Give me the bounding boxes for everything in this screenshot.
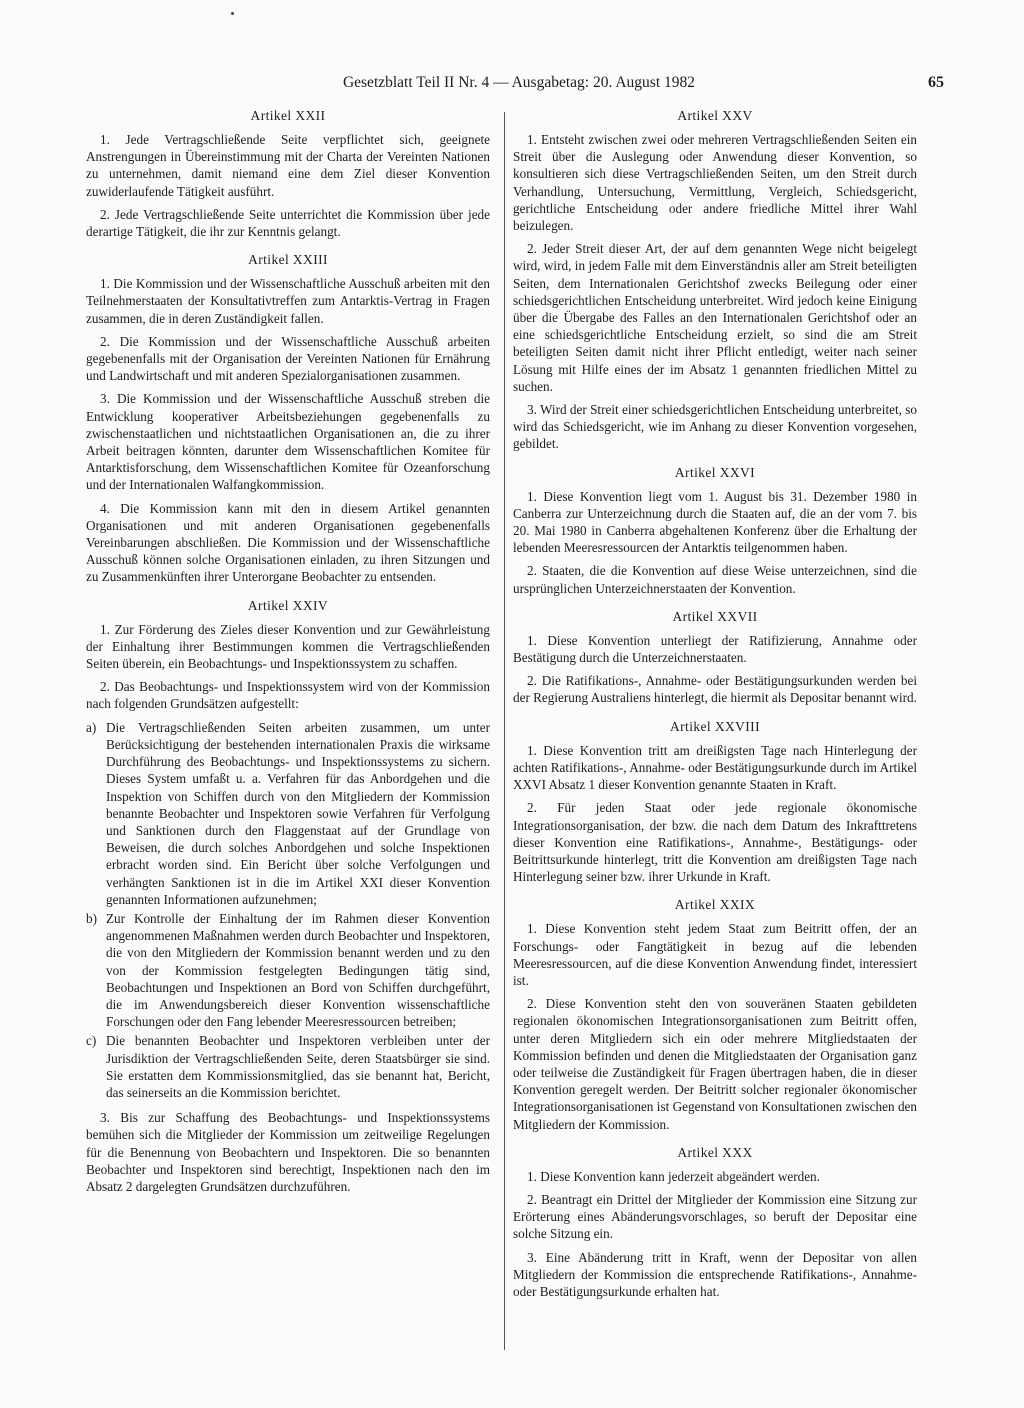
left-articles <box>86 108 490 586</box>
article-paragraph: 1. Diese Konvention unterliegt der Ratifizierung, Annahme oder Bestätigung durch die Unterzeichnerstaaten. <box>513 632 917 666</box>
article <box>86 252 490 585</box>
article-title: Artikel XXV <box>677 108 753 123</box>
article-paragraph: 1. Jede Vertragschließende Seite verpflichtet sich, geeignete Anstrengungen in Übereinstimmung mit der Charta der Vereinten Nationen zu unternehmen, damit niemand eine dem Ziel dieser Konvention zuwiderlaufende Tätigkeit ausführt. <box>86 132 490 199</box>
article-paragraph: 1. Entsteht zwischen zwei oder mehreren Vertragschließenden Seiten ein Streit über die Auslegung oder Anwendung dieser Konvention, so konsultieren sich diese Vertragschließenden Seiten, um den Streit durch Verhandlung, Untersuchung, Vermittlung, Vergleich, Schiedsgericht, gerichtliche Entscheidung oder andere friedliche Mittel ihrer Wahl beizulegen. <box>513 132 917 234</box>
sub-item-label: c) <box>86 1033 97 1049</box>
article-title: Artikel XXX <box>677 1144 753 1160</box>
article <box>513 108 917 453</box>
article <box>513 609 917 707</box>
article <box>86 108 490 240</box>
article-paragraph: 4. Die Kommission kann mit den in diesem Artikel genannten Organisationen und mit anderen Organisationen gegebenenfalls Vereinbarungen abschließen. Die Kommission und der Wissenschaftliche Ausschuß können solche Organisationen einladen, zu ihren Sitzungen und zu Zusammenkünften ihrer Unterorgane Beobachter zu entsenden. <box>86 500 490 585</box>
article-paragraph: 2. Jeder Streit dieser Art, der auf dem genannten Wege nicht beigelegt wird, wird, in jedem Falle mit dem Einverständnis aller am Streit beteiligten Seiten, dem Internationalen Gerichtshof zwecks Beilegung oder einer schiedsgerichtlichen Entscheidung unterbreitet. Wird jedoch keine Einigung über die Übergabe des Falles an den Internationalen Gerichtshof oder an eine schiedsgerichtliche Entscheidung erzielt, so sind die am Streit beteiligten Seiten damit nicht ihrer Pflicht entledigt, weiter nach seiner Lösung mit Hilfe eines der im Absatz 1 genannten friedlichen Mittel zu suchen. <box>513 241 917 394</box>
article-title: Artikel XXVI <box>674 464 756 480</box>
article <box>513 897 917 1132</box>
sub-item-b <box>86 910 490 1030</box>
sub-item-c <box>86 1032 490 1101</box>
sub-item-text: Zur Kontrolle der Einhaltung der im Rahmen dieser Konvention angenommenen Maßnahmen werden durch Beobachter und Inspektoren, die von den Mitgliedern der Kommission benannt werden und zu den von der Kommission festgelegten Bedingungen tätig sind, Beobachtungen und Inspektionen an Bord von Schiffen durchgeführt, die im Anwendungsbereich dieser Konvention wissenschaftliche Forschungen oder den Fang lebender Meeresressourcen betreiben; <box>106 910 490 1030</box>
right-articles <box>513 108 917 1300</box>
article-paragraph: 2. Diese Konvention steht den von souveränen Staaten gebildeten regionalen ökonomischen Integrationsorganisationen zum Beitritt offen, unter deren Mitgliedern sich ein oder mehrere Mitgliedstaaten der Kommission befinden und denen die Mitgliedstaaten der Organisation ganz oder teilweise die Zuständigkeit für Fragen übertragen haben, die in dieser Konvention geregelt werden. Der Beitritt solcher regionaler ökonomischer Integrationsorganisationen ist Gegenstand von Konsultationen zwischen den Mitgliedern der Kommission. <box>513 996 917 1132</box>
column-divider <box>504 112 505 1350</box>
right-column <box>513 108 917 1312</box>
article-paragraph: 1. Diese Konvention steht jedem Staat zum Beitritt offen, der an Forschungs- oder Fangtätigkeit in bezug auf die lebenden Meeresressourcen, auf die diese Konvention Anwendung findet, interessiert ist. <box>513 921 917 988</box>
article-paragraph: 2. Für jeden Staat oder jede regionale ökonomische Integrationsorganisation, der bzw. die nach dem Datum des Inkrafttretens dieser Konvention eine Ratifikations-, Annahme-, Bestätigungs- oder Beitrittsurkunde hinterlegt, tritt die Konvention am dreißigsten Tage nach Hinterlegung seiner bzw. ihrer Urkunde in Kraft. <box>513 800 917 885</box>
page-header: Gesetzblatt Teil II Nr. 4 — Ausgabetag: 20. August 1982 <box>342 74 696 91</box>
article-title: Artikel XXIII <box>248 252 328 268</box>
article-paragraph: 2. Die Kommission und der Wissenschaftliche Ausschuß arbeiten gegebenenfalls mit der Organisation der Vereinten Nationen für Ernährung und Landwirtschaft und mit anderen Spezialorganisationen zusammen. <box>86 333 490 384</box>
left-column <box>86 108 490 1207</box>
sub-item-text: Die Vertragschließenden Seiten arbeiten zusammen, um unter Berücksichtigung der bestehenden internationalen Praxis die wirksame Durchführung des Beobachtungs- und Inspektionssystems zu sichern. Dieses System umfaßt u. a. Verfahren für das Anbordgehen und die Inspektion von Schiffen durch von den Mitgliedern der Kommission benannte Beobachter und Inspektoren sowie Verfahren für Verfolgung und Sanktionen durch den Flaggenstaat auf der Grundlage von Beweisen, die durch solches Anbordgehen und solche Inspektionen erbracht worden sind. Ein Bericht über solche Verfolgungen und verhängten Sanktionen ist in die im Artikel XXI dieser Konvention genannten Informationen aufzunehmen; <box>106 719 490 907</box>
page-number: 65 <box>928 74 944 91</box>
article-title: Artikel XXVIII <box>670 718 760 734</box>
article-paragraph: 2. Jede Vertragschließende Seite unterrichtet die Kommission über jede derartige Tätigkeit, die ihr zur Kenntnis gelangt. <box>86 206 490 240</box>
article-paragraph: 2. Die Ratifikations-, Annahme- oder Bestätigungsurkunden werden bei der Regierung Australiens hinterlegt, die hiermit als Depositar benannt wird. <box>513 673 917 706</box>
article-title: Artikel XXIX <box>674 897 756 913</box>
article-paragraph: 3. Wird der Streit einer schiedsgerichtlichen Entscheidung unterbreitet, so wird das Schiedsgericht, wie im Anhang zu dieser Konvention vorgesehen, gebildet. <box>513 402 917 452</box>
article <box>513 465 917 597</box>
article-paragraph: 2. Staaten, die die Konvention auf diese Weise unterzeichnen, sind die ursprünglichen Unterzeichnerstaaten der Konvention. <box>513 563 917 596</box>
article-paragraph: 3. Eine Abänderung tritt in Kraft, wenn der Depositar von allen Mitgliedern der Kommission die entsprechende Ratifikations-, Annahme- oder Bestätigungsurkunde erhalten hat. <box>513 1249 917 1299</box>
sub-item-text: Die benannten Beobachter und Inspektoren verbleiben unter der Jurisdiktion der Vertragschließenden Seite, deren Staatsbürger sie sind. Sie erstatten dem Kommissionsmitglied, das sie benannt hat, Bericht, das seinerseits an die Kommission berichtet. <box>106 1033 490 1100</box>
article <box>513 1145 917 1300</box>
article-title: Artikel XXII <box>250 108 326 123</box>
article-paragraph: 2. Das Beobachtungs- und Inspektionssystem wird von der Kommission nach folgenden Grundsätzen aufgestellt: <box>86 679 490 712</box>
article-paragraph: 3. Die Kommission und der Wissenschaftliche Ausschuß streben die Entwicklung kooperativer Arbeitsbeziehungen gegebenenfalls zu zwischenstaatlichen und nichtstaatlichen Organisationen an, die zu ihrer Arbeit beitragen könnten, darunter dem Wissenschaftlichen Komitee für Antarktisforschung, dem Wissenschaftlichen Komitee für Ozeanforschung und der Internationalen Walfangkommission. <box>86 391 490 493</box>
sub-item-a <box>86 719 490 908</box>
article-title: Artikel XXIV <box>247 597 329 613</box>
article-paragraph: 1. Die Kommission und der Wissenschaftliche Ausschuß arbeiten mit den Teilnehmerstaaten der Konsultativtreffen zum Antarktis-Vertrag in Fragen zusammen, die in deren Zuständigkeit fallen. <box>86 276 490 326</box>
article-xxiv <box>86 598 490 1196</box>
article-title: Artikel XXVII <box>672 608 758 624</box>
sub-item-label: a) <box>86 719 97 735</box>
article <box>513 719 917 886</box>
article-paragraph: 1. Diese Konvention tritt am dreißigsten Tage nach Hinterlegung der achten Ratifikations-, Annahme- oder Bestätigungsurkunde durch im Artikel XXVI Absatz 1 dieser Konvention genannte Staaten in Kraft. <box>513 742 917 793</box>
sub-item-label: b) <box>86 910 97 926</box>
article-paragraph: 3. Bis zur Schaffung des Beobachtungs- und Inspektionssystems bemühen sich die Mitglieder der Kommission um zeitweilige Regelungen für die Benennung von Beobachtern und Inspektoren. Die so benannten Beobachter und Inspektoren sind berechtigt, Inspektionen nach den im Absatz 2 dargelegten Grundsätzen durchzuführen. <box>86 1110 490 1194</box>
article-paragraph: 1. Diese Konvention kann jederzeit abgeändert werden. <box>527 1168 820 1184</box>
article-paragraph: 1. Zur Förderung des Zieles dieser Konvention und zur Gewährleistung der Einhaltung ihrer Bestimmungen kommen die Vertragschließenden Seiten überein, ein Beobachtungs- und Inspektionssystem zu schaffen. <box>86 621 490 672</box>
article-paragraph: 2. Beantragt ein Drittel der Mitglieder der Kommission eine Sitzung zur Erörterung eines Abänderungsvorschlages, so beruft der Depositar eine solche Sitzung ein. <box>513 1191 917 1242</box>
scan-speck <box>231 12 234 15</box>
article-paragraph: 1. Diese Konvention liegt vom 1. August bis 31. Dezember 1980 in Canberra zur Unterzeichnung durch die Staaten auf, die an der vom 7. bis 20. Mai 1980 in Canberra abgehaltenen Konferenz über die Erhaltung der lebenden Meeresressourcen der Antarktis teilgenommen haben. <box>513 488 917 556</box>
